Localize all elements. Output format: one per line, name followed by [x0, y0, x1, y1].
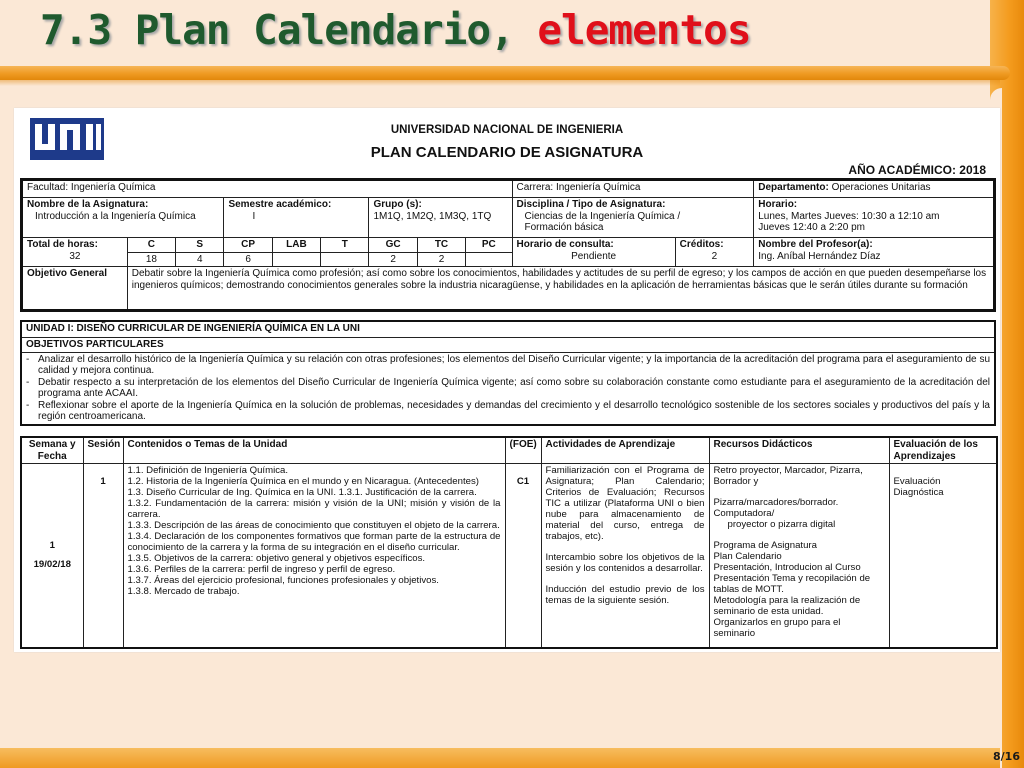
professor-label: Nombre del Profesor(a):: [758, 239, 873, 250]
header-activities: Actividades de Aprendizaje: [541, 437, 709, 464]
evaluation-cell: Evaluación Diagnóstica: [889, 464, 997, 648]
header-contents: Contenidos o Temas de la Unidad: [123, 437, 505, 464]
hours-value: 32: [69, 250, 81, 262]
faculty-cell: Facultad: Ingeniería Química: [22, 180, 513, 198]
activity-item: Inducción del estudio previo de los temas de la siguiente sesión.: [545, 584, 705, 607]
schedule-cell: [754, 198, 995, 238]
resource-item: Computadora/: [713, 508, 775, 520]
course-header-table: [20, 178, 996, 312]
objective-label: Objetivo General: [22, 267, 128, 311]
header-evaluation: Evaluación de los Aprendizajes: [889, 437, 997, 464]
resource-item: Programa de Asignatura: [713, 540, 817, 552]
session-schedule-table: [20, 436, 998, 649]
content-item: 1.2. Historia de la Ingeniería Química en el mundo y en Nicaragua. (Antecedentes): [127, 476, 479, 488]
discipline-label: Disciplina / Tipo de Asignatura:: [516, 199, 666, 210]
subject-cell: [22, 198, 224, 238]
header-resources: Recursos Didácticos: [709, 437, 889, 464]
session-cell: 1: [83, 464, 123, 648]
page-number: 8/16: [993, 750, 1020, 763]
header-session: Sesión: [83, 437, 123, 464]
career-cell: Carrera: Ingeniería Química: [512, 180, 754, 198]
professor-value: Ing. Aníbal Hernández Díaz: [758, 250, 881, 262]
activities-cell: [541, 464, 709, 648]
content-item: 1.3.2. Fundamentación de la carrera: misión y visión de la UNI; misión y visión de la carrera.: [127, 498, 501, 521]
objective-item: - Analizar el desarrollo histórico de la Ingeniería Química y su relación con otras profesiones; los elementos del Diseño Curricular vigente; y la importancia de la acreditación del programa para el aseguramiento de su calidad y mejora continua.: [26, 353, 990, 376]
group-value: 1M1Q, 1M2Q, 1M3Q, 1TQ: [373, 210, 492, 222]
objectives-list: [21, 352, 995, 425]
consult-label: Horario de consulta:: [516, 239, 614, 250]
slide-title-accent: elementos: [537, 6, 751, 54]
week-number: 1: [49, 540, 55, 552]
resource-item: Organizarlos en grupo para el seminario: [713, 617, 841, 640]
header-foe: (FOE): [505, 437, 541, 464]
content-item: 1.3.7. Áreas del ejercicio profesional, funciones profesionales y objetivos.: [127, 575, 439, 587]
resource-item: Plan Calendario: [713, 551, 782, 563]
department-label: Departamento:: [758, 182, 829, 193]
resource-item: Pizarra/marcadores/borrador.: [713, 497, 839, 509]
title-underline-bar: [0, 66, 1010, 80]
hour-col-lab: LAB: [272, 238, 320, 253]
schedule-value: Lunes, Martes Jueves: 10:30 a 12:10 am Jueves 12:40 a 2:20 pm: [758, 210, 940, 233]
hours-cell: [22, 238, 128, 267]
discipline-cell: [512, 198, 754, 238]
department-cell: [754, 180, 995, 198]
slide-title-main: 7.3 Plan Calendario,: [40, 6, 538, 54]
content-item: 1.3.5. Objetivos de la carrera: objetivo general y objetivos específicos.: [127, 553, 426, 565]
credits-cell: [675, 238, 754, 267]
resource-item: Presentación Tema y recopilación de tablas de MOTT.: [713, 573, 871, 596]
header-week-date: Semana y Fecha: [21, 437, 83, 464]
hour-val-gc: 2: [369, 252, 417, 267]
resource-item: Retro proyector, Marcador, Pizarra, Borrador y: [713, 465, 863, 488]
hour-val-c: 18: [127, 252, 175, 267]
consult-value: Pendiente: [571, 250, 617, 262]
objectives-label: OBJETIVOS PARTICULARES: [21, 337, 995, 352]
resource-item: Metodología para la realización de seminario de esta unidad.: [713, 595, 861, 618]
hour-col-tc: TC: [417, 238, 465, 253]
hour-col-t: T: [321, 238, 369, 253]
discipline-value: Ciencias de la Ingeniería Química / Formación básica: [524, 210, 681, 233]
schedule-label: Horario:: [758, 199, 798, 210]
contents-cell: [123, 464, 505, 648]
footer-bar: [0, 748, 1000, 768]
credits-label: Créditos:: [679, 239, 724, 250]
hour-col-cp: CP: [224, 238, 272, 253]
activity-item: Intercambio sobre los objetivos de la sesión y los contenidos a desarrollar.: [545, 552, 705, 575]
hour-val-pc: [466, 252, 512, 267]
group-cell: [369, 198, 512, 238]
objective-text: Debatir sobre la Ingeniería Química como profesión; así como sobre los conocimientos, habilidades y actitudes de su perfil de egreso; y los campos de acción en que pueden desempeñarse los ingenieros químicos; demostrando conocimientos generales sobre la industria nicaragüense, y habilidades en la aplicación de herramientas básicas que le serán útiles durante su formación: [127, 267, 994, 311]
hour-col-gc: GC: [369, 238, 417, 253]
hour-col-pc: PC: [466, 238, 512, 253]
hour-val-lab: [272, 252, 320, 267]
unit-objectives-table: [20, 320, 996, 426]
content-item: 1.1. Definición de Ingeniería Química.: [127, 465, 289, 476]
foe-cell: C1: [505, 464, 541, 648]
document-title: PLAN CALENDARIO DE ASIGNATURA: [370, 144, 644, 161]
hour-val-tc: 2: [417, 252, 465, 267]
semester-label: Semestre académico:: [228, 199, 332, 210]
credits-value: 2: [711, 250, 718, 262]
title-underline-shadow: [0, 80, 1000, 86]
resource-item: Presentación, Introducion al Curso: [713, 562, 861, 574]
subject-value: Introducción a la Ingeniería Química: [35, 210, 196, 222]
group-label: Grupo (s):: [373, 199, 422, 210]
hour-col-c: C: [127, 238, 175, 253]
hour-val-cp: 6: [224, 252, 272, 267]
hour-col-s: S: [176, 238, 224, 253]
week-date-cell: [21, 464, 83, 648]
slide-title: [40, 6, 751, 54]
week-date: 19/02/18: [33, 559, 71, 571]
resources-cell: [709, 464, 889, 648]
content-item: 1.3.3. Descripción de las áreas de conocimiento que constituyen el objeto de la carrera.: [127, 520, 500, 532]
content-item: 1.3. Diseño Curricular de Ing. Química en la UNI. 1.3.1. Justificación de la carrera.: [127, 487, 477, 499]
department-value: Operaciones Unitarias: [828, 182, 931, 193]
university-name: UNIVERSIDAD NACIONAL DE INGENIERIA: [390, 124, 624, 136]
professor-cell: [754, 238, 995, 267]
hour-val-s: 4: [176, 252, 224, 267]
consult-cell: [512, 238, 675, 267]
activity-item: Familiarización con el Programa de Asignatura; Plan Calendario; Criterios de Evaluación; Recursos TIC a utilizar (Plataforma UNI o bien nube para almacenamiento de material del curso, entrega de trabajos, etc).: [545, 465, 705, 543]
unit-title: UNIDAD I: DISEÑO CURRICULAR DE INGENIERÍA QUÍMICA EN LA UNI: [21, 321, 995, 337]
content-item: 1.3.6. Perfiles de la carrera: perfil de ingreso y perfil de egreso.: [127, 564, 396, 576]
semester-value: I: [252, 210, 256, 222]
resource-item: proyector o pizarra digital: [727, 519, 836, 531]
content-item: 1.3.8. Mercado de trabajo.: [127, 586, 240, 598]
hour-val-t: [321, 252, 369, 267]
academic-year: AÑO ACADÉMICO: 2018: [848, 163, 986, 177]
subject-label: Nombre de la Asignatura:: [27, 199, 149, 210]
hours-label: Total de horas:: [27, 239, 98, 250]
plan-calendario-document: [14, 108, 1000, 652]
semester-cell: [224, 198, 369, 238]
objective-item: - Debatir respecto a su interpretación de los elementos del Diseño Curricular de Ingeniería Química vigente; así como sobre su colaboración constante como estudiante para el aseguramiento de la acreditación del programa ante ACAAI.: [26, 376, 990, 399]
objective-item: - Reflexionar sobre el aporte de la Ingeniería Química en la solución de problemas, necesidades y demandas del crecimiento y el desarrollo tecnológico sostenible de los sectores sociales y productivos del país y la región centroamericana.: [26, 399, 990, 422]
content-item: 1.3.4. Declaración de los componentes formativos que forman parte de la estructura de conocimiento de la carrera y la forma de su integración en el diseño curricular.: [127, 531, 501, 554]
